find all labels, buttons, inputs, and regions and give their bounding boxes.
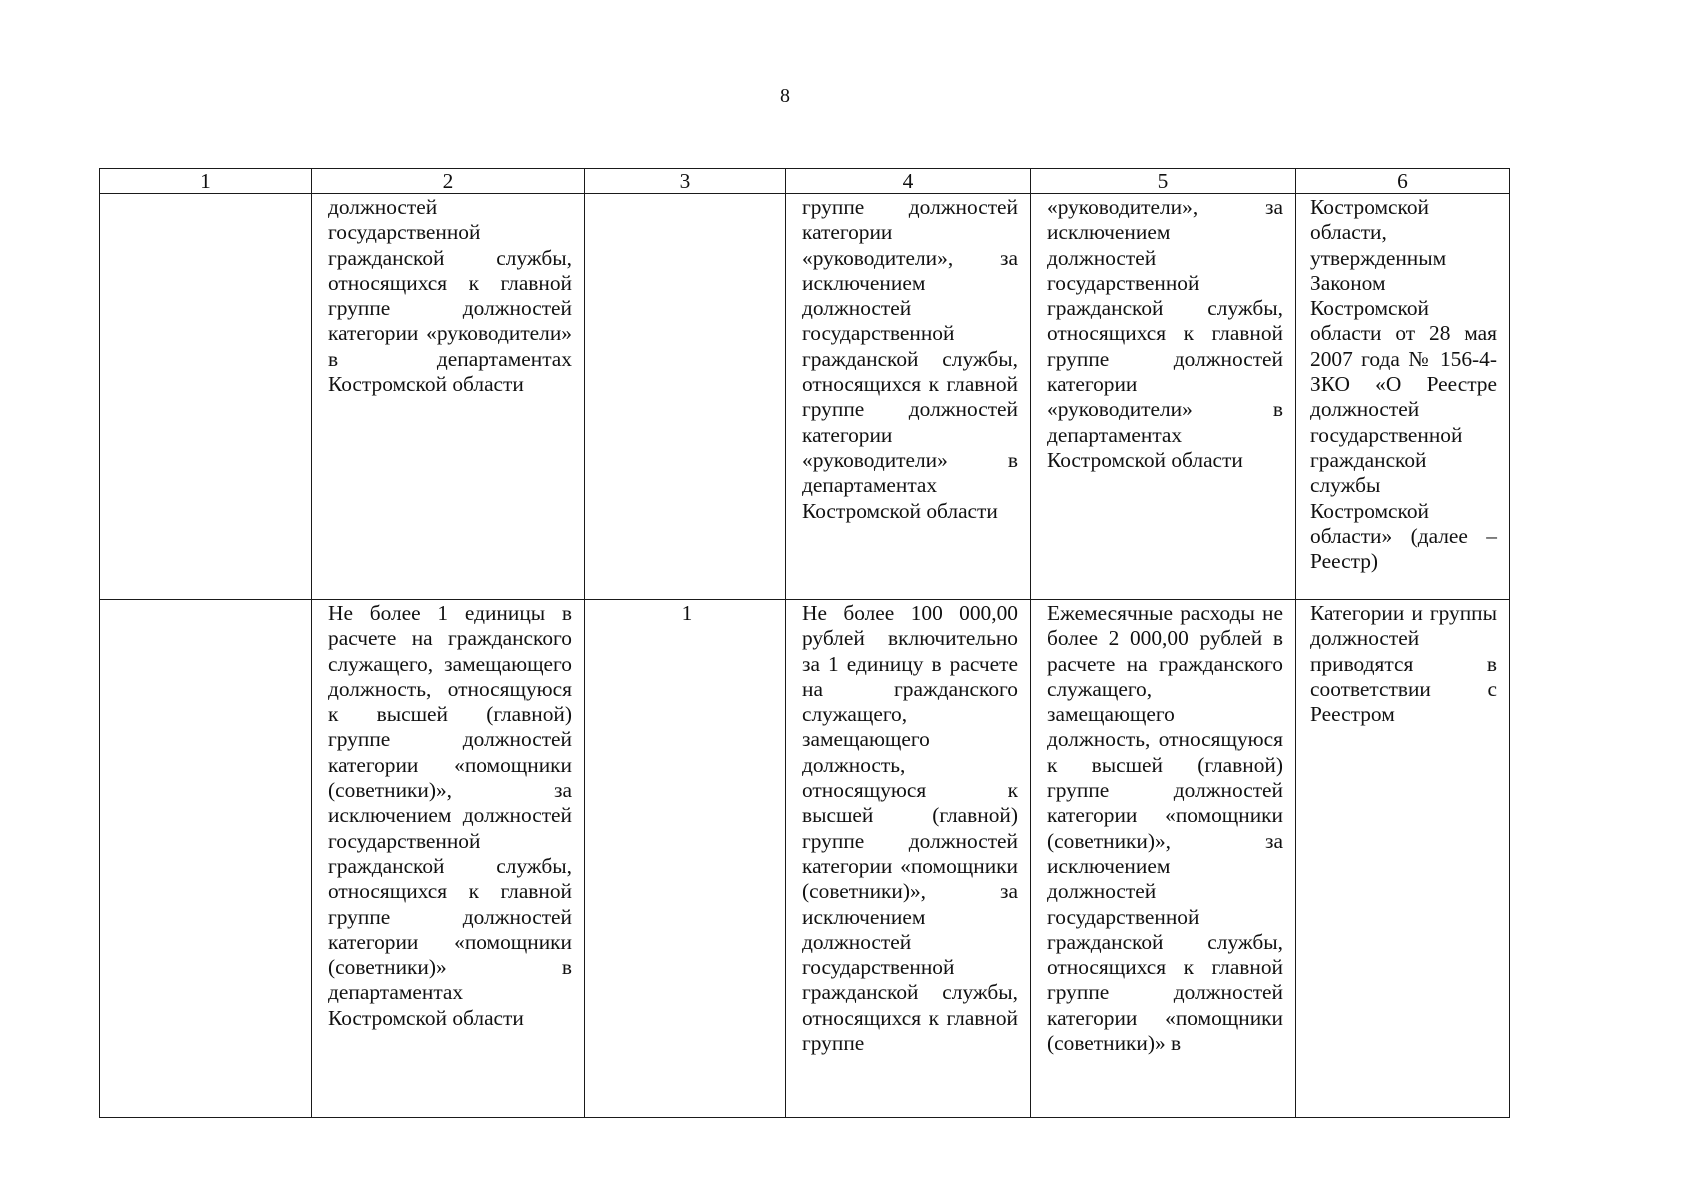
table-cell: должностей государственной гражданской службы, относящихся к главной группе должностей категории «руководители» в департаментах Костромской области (312, 194, 585, 600)
table-row (100, 194, 1510, 600)
table-cell: Не более 1 единицы в расчете на гражданского служащего, замещающего должность, относящуюся к высшей (главной) группе должностей категории «помощники (советники)», за исключением должностей государственной гражданской службы, относящихся к главной группе должностей категории «помощники (советники)» в департаментах Костромской области (312, 600, 585, 1118)
page-number: 8 (780, 85, 790, 107)
table-cell: «руководители», за исключением должностей государственной гражданской службы, относящихся к главной группе должностей категории «руководители» в департаментах Костромской области (1031, 194, 1296, 600)
column-number-row (100, 169, 1510, 194)
column-number-2: 2 (312, 169, 585, 194)
column-number-4: 4 (786, 169, 1031, 194)
table-cell (585, 194, 786, 600)
table-cell: Не более 100 000,00 рублей включительно за 1 единицу в расчете на гражданского служащего, замещающего должность, относящуюся к высшей (главной) группе должностей категории «помощники (советники)», за исключением должностей государственной гражданской службы, относящихся к главной группе (786, 600, 1031, 1118)
table-cell: группе должностей категории «руководители», за исключением должностей государственной гражданской службы, относящихся к главной группе должностей категории «руководители» в департаментах Костромской области (786, 194, 1031, 600)
table-cell (100, 194, 312, 600)
column-number-5: 5 (1031, 169, 1296, 194)
table-cell: Категории и группы должностей приводятся в соответствии с Реестром (1296, 600, 1510, 1118)
column-number-1: 1 (100, 169, 312, 194)
column-number-6: 6 (1296, 169, 1510, 194)
table-cell: 1 (585, 600, 786, 1118)
table-row (100, 600, 1510, 1118)
norms-table (99, 168, 1510, 1118)
table-cell (100, 600, 312, 1118)
table-cell: Ежемесячные расходы не более 2 000,00 рублей в расчете на гражданского служащего, замещающего должность, относящуюся к высшей (главной) группе должностей категории «помощники (советники)», за исключением должностей государственной гражданской службы, относящихся к главной группе должностей категории «помощники (советники)» в (1031, 600, 1296, 1118)
table-cell: Костромской области, утвержденным Законом Костромской области от 28 мая 2007 года № 156-4-ЗКО «О Реестре должностей государственной гражданской службы Костромской области» (далее – Реестр) (1296, 194, 1510, 600)
column-number-3: 3 (585, 169, 786, 194)
